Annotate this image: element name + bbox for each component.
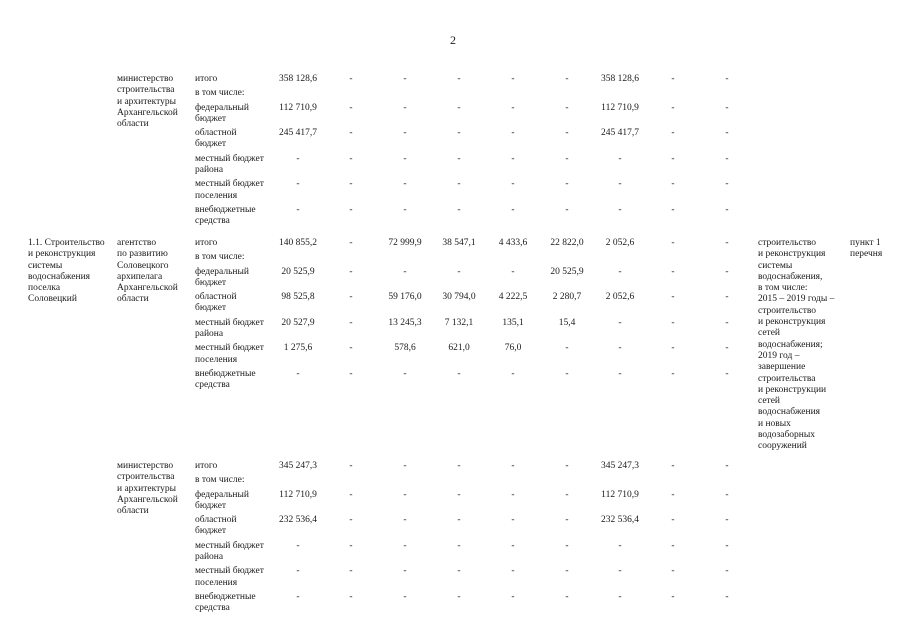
executor-name-line: области [117,119,149,130]
funding-row [0,515,905,541]
executor-name-line: Архангельской [117,494,178,505]
amount-cell: - [457,102,461,113]
amount-cell: - [671,317,675,328]
funding-source-label: федеральный бюджет [195,102,249,124]
amount-cell: - [403,461,407,471]
funding-row [0,461,905,475]
amount-cell: - [349,238,353,248]
amount-cell: - [618,266,622,277]
amount-cell: - [511,368,515,379]
amount-cell: - [671,266,675,277]
amount-cell: 245 417,7 [279,128,317,139]
amount-cell: - [403,540,407,551]
amount-cell: 20 525,9 [550,266,584,277]
amount-cell: - [565,515,569,526]
funding-source-label: в том числе: [195,88,245,99]
amount-cell: - [565,128,569,139]
amount-cell: - [403,204,407,215]
amount-cell: - [725,515,729,526]
amount-cell: 4 433,6 [498,238,528,248]
amount-cell: - [725,102,729,113]
measure-name-line: системы [28,260,63,271]
amount-cell: - [671,343,675,354]
funding-source-label: местный бюджет поселения [195,343,264,365]
amount-cell: 232 536,4 [601,515,639,526]
funding-row [0,343,905,369]
expected-result-line: водоснабжения; [758,339,823,350]
amount-cell: - [725,128,729,139]
measure-name-line: и реконструкция [28,249,96,260]
amount-cell: - [565,461,569,471]
amount-cell: - [296,179,300,190]
amount-cell: - [349,515,353,526]
amount-cell: - [671,102,675,113]
funding-row [0,490,905,516]
amount-cell: 358 128,6 [601,74,639,84]
amount-cell: - [725,489,729,500]
amount-cell: - [565,179,569,190]
amount-cell: - [403,591,407,602]
amount-cell: - [671,179,675,190]
funding-row [0,475,905,489]
amount-cell: - [671,128,675,139]
amount-cell: 72 999,9 [388,238,422,248]
amount-cell: - [349,461,353,471]
amount-cell: - [618,566,622,577]
funding-row [0,369,905,395]
amount-cell: - [511,266,515,277]
amount-cell: 112 710,9 [601,489,639,500]
amount-cell: - [618,179,622,190]
funding-row [0,128,905,154]
amount-cell: - [725,461,729,471]
amount-cell: - [725,566,729,577]
amount-cell: - [618,153,622,164]
amount-cell: - [349,343,353,354]
amount-cell: - [457,128,461,139]
funding-source-label: федеральный бюджет [195,266,249,288]
expected-result-line: 2019 год – [758,350,800,361]
amount-cell: - [725,368,729,379]
amount-cell: - [565,204,569,215]
funding-row [0,179,905,205]
amount-cell: 13 245,3 [388,317,422,328]
expected-result-line: водозаборных [758,430,815,441]
amount-cell: - [457,153,461,164]
amount-cell: - [511,128,515,139]
funding-row [0,252,905,266]
amount-cell: 345 247,3 [279,461,317,471]
amount-cell: - [725,343,729,354]
measure-name-line: 1.1. Строительство [28,238,105,248]
amount-cell: - [511,540,515,551]
amount-cell: - [296,153,300,164]
amount-cell: - [671,461,675,471]
funding-source-label: местный бюджет района [195,540,264,563]
executor-name-line: министерство [117,461,174,471]
amount-cell: 4 222,5 [498,292,528,303]
amount-cell: - [671,489,675,500]
amount-cell: 20 525,9 [281,266,315,277]
amount-cell: - [511,153,515,164]
amount-cell: - [511,489,515,500]
funding-source-label: федеральный бюджет [195,489,249,511]
amount-cell: - [725,266,729,277]
amount-cell: - [403,368,407,379]
amount-cell: - [457,266,461,277]
expected-result-line: водоснабжения [758,407,821,418]
expected-result-line: сетей [758,328,781,339]
funding-source-label: местный бюджет района [195,317,264,340]
amount-cell: 358 128,6 [279,74,317,84]
funding-source-label: местный бюджет поселения [195,566,264,588]
amount-cell: - [725,153,729,164]
amount-cell: 38 547,1 [442,238,476,248]
measure-name-line: Соловецкий [28,294,77,305]
amount-cell: - [565,74,569,84]
amount-cell: - [457,74,461,84]
amount-cell: - [671,540,675,551]
executor-name-line: архипелага [117,271,163,282]
amount-cell: - [403,566,407,577]
amount-cell: 245 417,7 [601,128,639,139]
funding-rows [0,238,905,395]
expected-result-line: 2015 – 2019 годы – [758,294,835,305]
funding-row [0,318,905,344]
amount-cell: - [403,515,407,526]
funding-source-label: итого [195,238,218,248]
reference-note-line: перечня [850,249,883,260]
amount-cell: - [296,368,300,379]
amount-cell: 2 280,7 [552,292,582,303]
amount-cell: - [296,204,300,215]
amount-cell: 98 525,8 [281,292,315,303]
funding-source-label: областной бюджет [195,128,237,150]
amount-cell: - [349,489,353,500]
expected-result-line: и реконструкция [758,249,826,260]
amount-cell: - [725,179,729,190]
executor-name-line: строительства [117,85,175,96]
amount-cell: - [403,266,407,277]
executor-name-line: агентство [117,238,157,248]
funding-rows [0,461,905,618]
expected-result-line: и реконструкции [758,384,827,395]
amount-cell: - [671,368,675,379]
funding-row [0,566,905,592]
amount-cell: - [565,102,569,113]
amount-cell: - [403,153,407,164]
amount-cell: - [511,515,515,526]
executor-name-line: и архитектуры [117,483,177,494]
amount-cell: 2 052,6 [605,238,635,248]
amount-cell: 15,4 [558,317,576,328]
expected-result-line: строительство [758,305,817,316]
amount-cell: 345 247,3 [601,461,639,471]
amount-cell: - [403,489,407,500]
amount-cell: - [349,292,353,303]
amount-cell: 112 710,9 [601,102,639,113]
amount-cell: - [349,204,353,215]
funding-source-label: областной бюджет [195,515,237,537]
amount-cell: 578,6 [394,343,416,354]
amount-cell: - [671,566,675,577]
amount-cell: - [565,343,569,354]
expected-result-line: системы [758,260,793,271]
amount-cell: 1 275,6 [283,343,313,354]
amount-cell: - [403,128,407,139]
funding-row [0,88,905,102]
amount-cell: - [349,591,353,602]
amount-cell: - [457,204,461,215]
measure-name-line: водоснабжения [28,271,91,282]
amount-cell: - [725,204,729,215]
amount-cell: - [511,461,515,471]
amount-cell: - [725,317,729,328]
amount-cell: - [349,153,353,164]
funding-source-label: внебюджетные средства [195,368,256,391]
funding-source-label: итого [195,461,218,471]
amount-cell: - [403,74,407,84]
expected-result-line: в том числе: [758,283,808,294]
amount-cell: 20 527,9 [281,317,315,328]
amount-cell: - [511,179,515,190]
executor-name-line: области [117,506,149,517]
funding-source-label: в том числе: [195,475,245,486]
amount-cell: - [725,74,729,84]
amount-cell: - [296,540,300,551]
expected-result-line: завершение [758,362,806,373]
expected-result-line: водоснабжения, [758,271,823,282]
amount-cell: - [349,102,353,113]
amount-cell: 7 132,1 [444,317,474,328]
executor-name-line: области [117,294,149,305]
executor-name-line: Архангельской [117,283,178,294]
amount-cell: - [671,153,675,164]
amount-cell: - [511,566,515,577]
amount-cell: - [618,591,622,602]
amount-cell: - [671,238,675,248]
executor-name-line: строительства [117,472,175,483]
amount-cell: - [671,292,675,303]
expected-result-line: сооружений [758,441,807,452]
amount-cell: - [565,489,569,500]
funding-source-label: внебюджетные средства [195,591,256,614]
measure-name-line: поселка [28,283,61,294]
amount-cell: 30 794,0 [442,292,476,303]
amount-cell: - [349,566,353,577]
funding-source-label: итого [195,74,218,84]
amount-cell: - [349,128,353,139]
funding-source-label: внебюджетные средства [195,204,256,227]
amount-cell: - [349,266,353,277]
executor-name-line: по развитию [117,249,168,260]
amount-cell: - [457,515,461,526]
expected-result-line: и реконструкция [758,317,826,328]
executor-name-line: Архангельской [117,107,178,118]
amount-cell: - [457,540,461,551]
executor-name-line: министерство [117,74,174,84]
amount-cell: - [457,461,461,471]
amount-cell: - [511,102,515,113]
amount-cell: - [403,102,407,113]
funding-source-label: областной бюджет [195,292,237,314]
amount-cell: - [457,179,461,190]
amount-cell: - [296,566,300,577]
funding-row [0,238,905,252]
amount-cell: 2 052,6 [605,292,635,303]
amount-cell: - [403,179,407,190]
funding-rows [0,74,905,231]
amount-cell: - [565,540,569,551]
amount-cell: - [671,204,675,215]
executor-name-line: Соловецкого [117,260,169,271]
amount-cell: - [671,591,675,602]
executor-name-line: и архитектуры [117,96,177,107]
amount-cell: - [349,74,353,84]
amount-cell: - [457,591,461,602]
funding-row [0,74,905,88]
amount-cell: - [618,204,622,215]
amount-cell: - [457,566,461,577]
amount-cell: 22 822,0 [550,238,584,248]
amount-cell: 621,0 [448,343,470,354]
amount-cell: 112 710,9 [279,489,317,500]
expected-result-line: и новых [758,418,791,429]
reference-note-line: пункт 1 [850,238,881,248]
amount-cell: - [457,489,461,500]
amount-cell: - [296,591,300,602]
amount-cell: - [565,566,569,577]
funding-row [0,267,905,293]
funding-source-label: местный бюджет поселения [195,179,264,201]
amount-cell: 59 176,0 [388,292,422,303]
amount-cell: - [349,368,353,379]
amount-cell: - [349,540,353,551]
amount-cell: - [565,153,569,164]
amount-cell: - [725,292,729,303]
amount-cell: 140 855,2 [279,238,317,248]
funding-row [0,103,905,129]
page-number: 2 [450,33,456,47]
amount-cell: - [349,317,353,328]
amount-cell: - [511,74,515,84]
amount-cell: - [618,343,622,354]
funding-row [0,154,905,180]
amount-cell: 135,1 [502,317,524,328]
amount-cell: - [618,317,622,328]
amount-cell: - [671,74,675,84]
amount-cell: - [457,368,461,379]
amount-cell: - [565,591,569,602]
amount-cell: - [618,368,622,379]
expected-result-line: строительства [758,373,816,384]
amount-cell: - [725,591,729,602]
funding-row [0,592,905,618]
funding-source-label: местный бюджет района [195,153,264,176]
funding-row [0,541,905,567]
amount-cell: - [349,179,353,190]
amount-cell: - [618,540,622,551]
amount-cell: - [511,204,515,215]
funding-row [0,205,905,231]
expected-result-line: сетей [758,396,781,407]
amount-cell: - [725,238,729,248]
expected-result-line: строительство [758,238,817,248]
amount-cell: 112 710,9 [279,102,317,113]
amount-cell: - [511,591,515,602]
funding-row [0,292,905,318]
amount-cell: - [671,515,675,526]
amount-cell: - [565,368,569,379]
funding-source-label: в том числе: [195,252,245,263]
amount-cell: 76,0 [504,343,522,354]
amount-cell: 232 536,4 [279,515,317,526]
amount-cell: - [725,540,729,551]
